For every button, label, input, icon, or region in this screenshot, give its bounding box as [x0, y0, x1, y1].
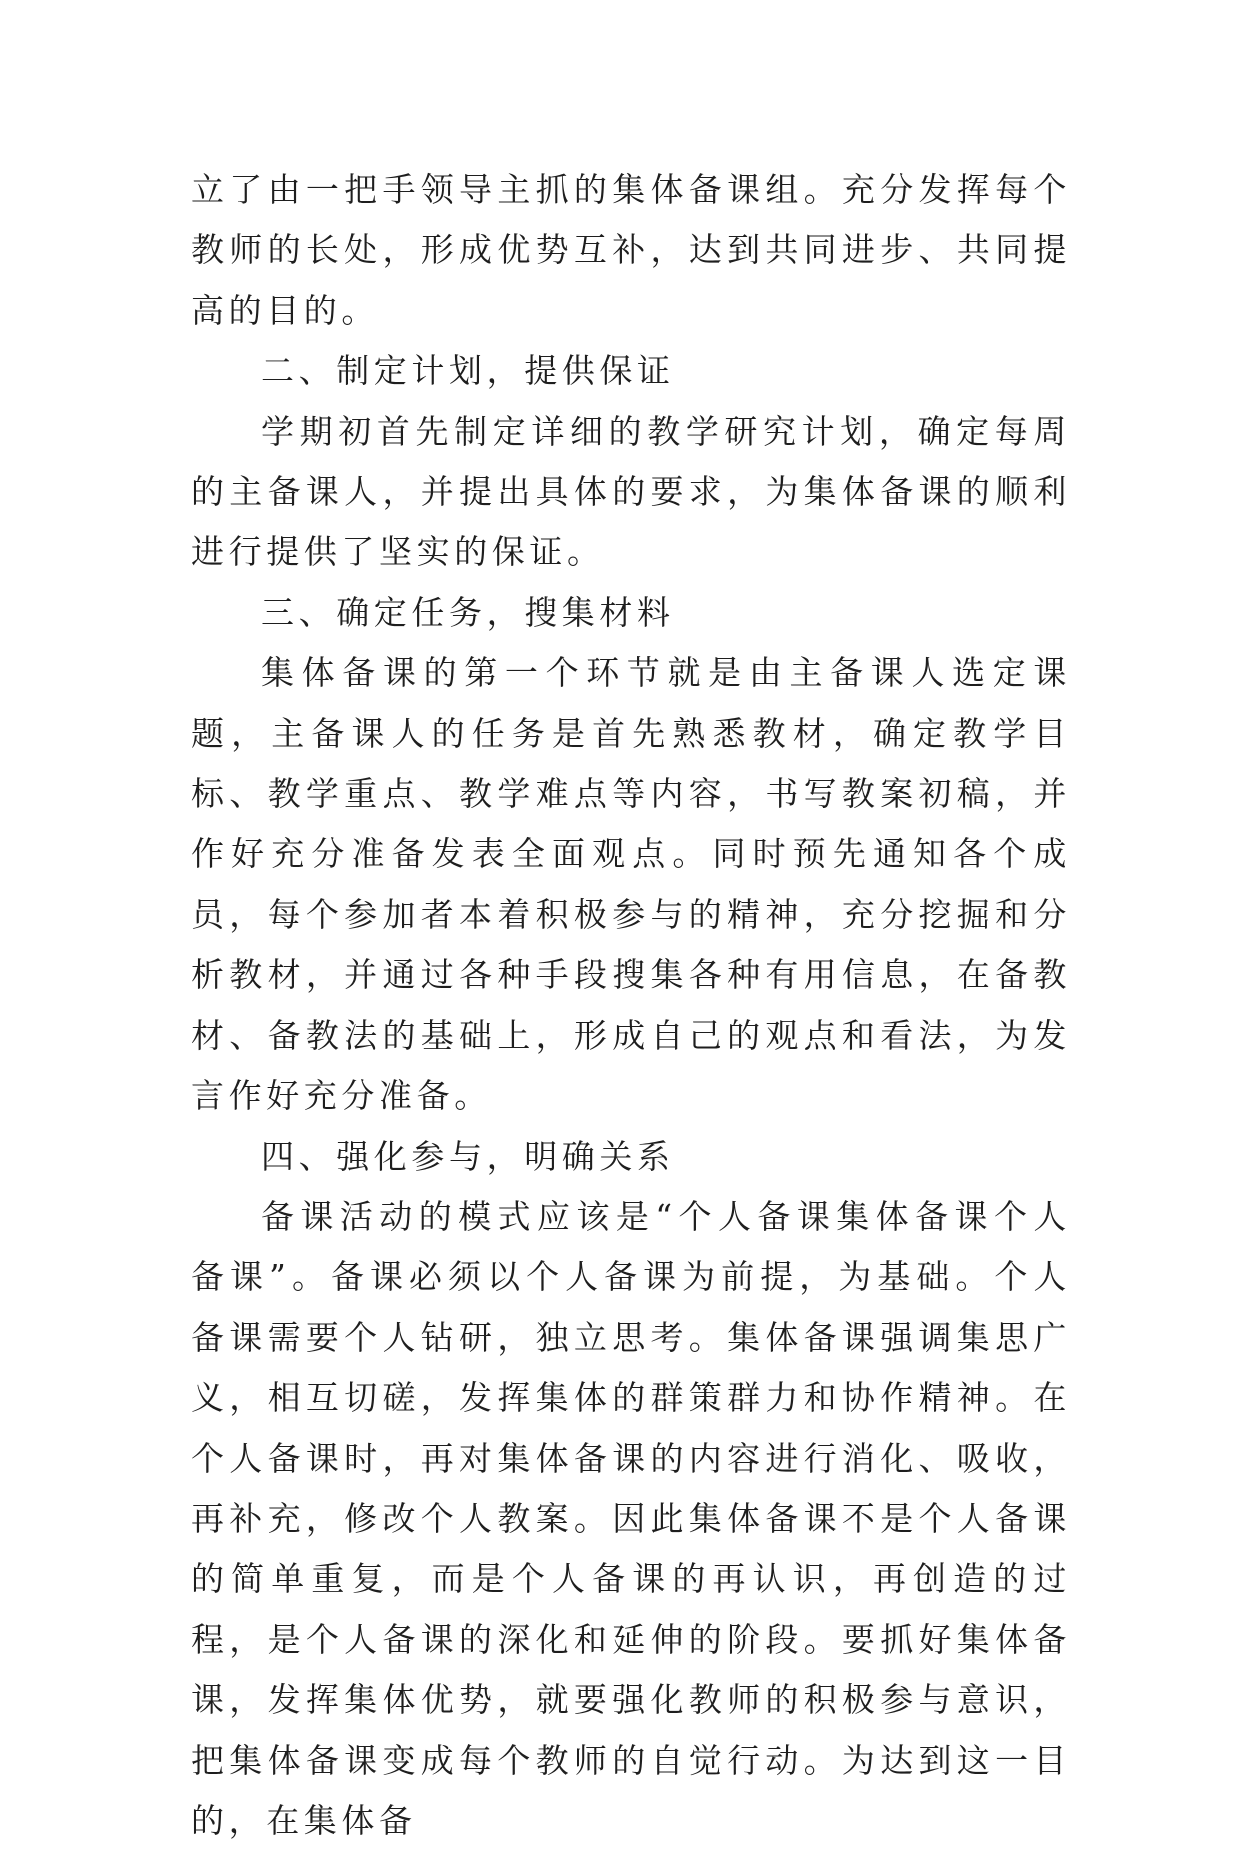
paragraph-continuation: 立了由一把手领导主抓的集体备课组。充分发挥每个教师的长处，形成优势互补，达到共同进步、共同提高的目的。: [191, 170, 1071, 330]
section-heading-3: 三、确定任务，搜集材料: [261, 592, 675, 632]
paragraph-tasks: 集体备课的第一个环节就是由主备课人选定课题，主备课人的任务是首先熟悉教材，确定教学目标、教学重点、教学难点等内容，书写教案初稿，并作好充分准备发表全面观点。同时预先通知各个成员，每个参加者本着积极参与的精神，充分挖掘和分析教材，并通过各种手段搜集各种有用信息，在备教材、备教法的基础上，形成自己的观点和看法，为发言作好充分准备。: [191, 653, 1071, 1116]
section-heading-4: 四、强化参与，明确关系: [261, 1136, 675, 1176]
paragraph-plan: 学期初首先制定详细的教学研究计划，确定每周的主备课人，并提出具体的要求，为集体备课的顺利进行提供了坚实的保证。: [191, 411, 1071, 572]
paragraph-participation: 备课活动的模式应该是“个人备课集体备课个人备课”。备课必须以个人备课为前提，为基础。个人备课需要个人钻研，独立思考。集体备课强调集思广义，相互切磋，发挥集体的群策群力和协作精神。在个人备课时，再对集体备课的内容进行消化、吸收，再补充，修改个人教案。因此集体备课不是个人备课的简单重复，而是个人备课的再认识，再创造的过程，是个人备课的深化和延伸的阶段。要抓好集体备课，发挥集体优势，就要强化教师的积极参与意识，把集体备课变成每个教师的自觉行动。为达到这一目的，在集体备: [191, 1196, 1071, 1840]
document-body: [191, 160, 1071, 1851]
section-heading-2: 二、制定计划，提供保证: [261, 351, 675, 391]
